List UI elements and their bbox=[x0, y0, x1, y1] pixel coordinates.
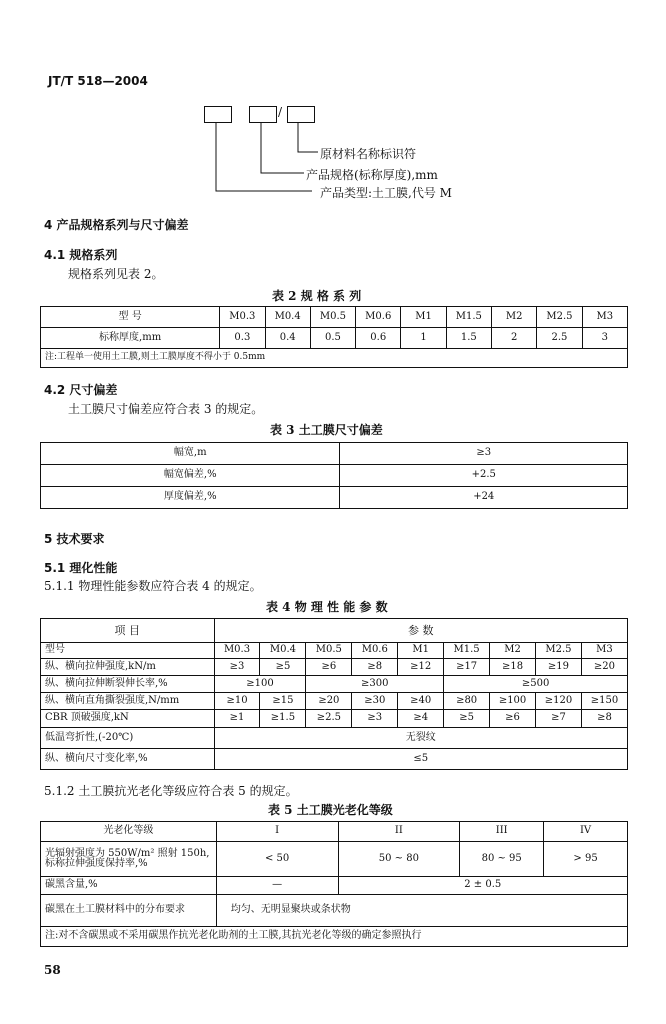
table4-cell: ≥80 bbox=[444, 693, 490, 710]
table4-cell: ≥10 bbox=[214, 693, 260, 710]
table4-row-cbr bbox=[41, 710, 628, 728]
table2-cell: M2 bbox=[492, 307, 537, 328]
table4-label-model: 型号 bbox=[41, 643, 215, 659]
table2-head-thickness: 标称厚度,mm bbox=[41, 328, 220, 349]
table4-cell: ≥500 bbox=[444, 676, 628, 693]
section-4-heading: 4 产品规格系列与尺寸偏差 bbox=[44, 218, 189, 232]
table3-label: 幅宽偏差,% bbox=[41, 465, 340, 487]
table5-grade: I bbox=[216, 822, 338, 842]
table2-cell: 0.6 bbox=[356, 328, 401, 349]
table4-cell: M0.5 bbox=[306, 643, 352, 659]
table3-caption: 表 3 土工膜尺寸偏差 bbox=[270, 423, 383, 437]
standard-code: JT/T 518—2004 bbox=[48, 74, 148, 88]
table4-cell: ≤5 bbox=[214, 749, 627, 770]
section-4-2-text: 土工膜尺寸偏差应符合表 3 的规定。 bbox=[68, 402, 264, 416]
table4-label-elongation: 纵、横向拉伸断裂伸长率,% bbox=[41, 676, 215, 693]
table2-cell: M1 bbox=[401, 307, 446, 328]
table5-note: 注:对不含碳黑或不采用碳黑作抗光老化助剂的土工膜,其抗光老化等级的确定参照执行 bbox=[41, 927, 628, 947]
table5-grade: III bbox=[460, 822, 544, 842]
table5-label-distribution: 碳黑在土工膜材料中的分布要求 bbox=[41, 895, 217, 927]
table2-cell: M0.4 bbox=[265, 307, 310, 328]
table2-cell: 0.5 bbox=[310, 328, 355, 349]
table4-cell: ≥5 bbox=[444, 710, 490, 728]
table4-cell: ≥30 bbox=[352, 693, 398, 710]
table2-row-note bbox=[41, 349, 628, 368]
table4-cell: M1 bbox=[398, 643, 444, 659]
table4-cell: ≥20 bbox=[306, 693, 352, 710]
table2-cell: M0.3 bbox=[220, 307, 265, 328]
table4-cell: ≥3 bbox=[352, 710, 398, 728]
table2-cell: 0.3 bbox=[220, 328, 265, 349]
table4-row-tear bbox=[41, 693, 628, 710]
table5-label-radiation: 光辐射强度为 550W/m² 照射 150h,标称拉伸强度保持率,% bbox=[41, 842, 217, 877]
table4-row-elongation bbox=[41, 676, 628, 693]
table3-label: 幅宽,m bbox=[41, 443, 340, 465]
table2 bbox=[40, 306, 628, 368]
table4-cell: ≥1 bbox=[214, 710, 260, 728]
table4-row-head bbox=[41, 619, 628, 643]
table4-cell: ≥3 bbox=[214, 659, 260, 676]
table3-label: 厚度偏差,% bbox=[41, 487, 340, 509]
table4-label-dimension: 纵、横向尺寸变化率,% bbox=[41, 749, 215, 770]
table4-label-cbr: CBR 顶破强度,kN bbox=[41, 710, 215, 728]
table4-cell: ≥300 bbox=[306, 676, 444, 693]
table4-cell: 无裂纹 bbox=[214, 728, 627, 749]
section-5-1-2-text: 5.1.2 土工膜抗光老化等级应符合表 5 的规定。 bbox=[44, 784, 298, 798]
table5 bbox=[40, 821, 628, 947]
table4-cell: ≥100 bbox=[490, 693, 536, 710]
table3 bbox=[40, 442, 628, 509]
section-5-heading: 5 技术要求 bbox=[44, 532, 105, 546]
table4-cell: ≥120 bbox=[536, 693, 582, 710]
table4-cell: M2 bbox=[490, 643, 536, 659]
table4-cell: ≥2.5 bbox=[306, 710, 352, 728]
table4-cell: M0.3 bbox=[214, 643, 260, 659]
table4-caption: 表 4 物 理 性 能 参 数 bbox=[266, 600, 388, 614]
table5-cell: 均匀、无明显聚块或条状物 bbox=[216, 895, 627, 927]
table5-row-note bbox=[41, 927, 628, 947]
table4-head-item: 项 目 bbox=[41, 619, 215, 643]
table2-cell: 2.5 bbox=[537, 328, 582, 349]
section-4-1-text: 规格系列见表 2。 bbox=[68, 267, 164, 281]
table4-cell: ≥40 bbox=[398, 693, 444, 710]
table2-cell: 3 bbox=[582, 328, 627, 349]
table4 bbox=[40, 618, 628, 770]
table2-cell: M1.5 bbox=[446, 307, 491, 328]
table5-head-label: 光老化等级 bbox=[41, 822, 217, 842]
table4-cell: M2.5 bbox=[536, 643, 582, 659]
table4-head-param: 参 数 bbox=[214, 619, 627, 643]
table4-cell: ≥8 bbox=[352, 659, 398, 676]
table5-cell: 50 ~ 80 bbox=[338, 842, 460, 877]
diagram-label-type: 产品类型:土工膜,代号 M bbox=[320, 186, 452, 200]
table4-cell: ≥1.5 bbox=[260, 710, 306, 728]
table4-cell: ≥6 bbox=[490, 710, 536, 728]
page-number: 58 bbox=[44, 963, 61, 977]
table3-value: ≥3 bbox=[340, 443, 628, 465]
table5-row-carbon bbox=[41, 877, 628, 895]
table4-label-tensile: 纵、横向拉伸强度,kN/m bbox=[41, 659, 215, 676]
table5-row-distribution bbox=[41, 895, 628, 927]
section-5-1-1-text: 5.1.1 物理性能参数应符合表 4 的规定。 bbox=[44, 579, 262, 593]
table5-cell: — bbox=[216, 877, 338, 895]
diagram-label-spec: 产品规格(标称厚度),mm bbox=[306, 168, 438, 182]
table2-cell: 1.5 bbox=[446, 328, 491, 349]
table4-cell: ≥20 bbox=[581, 659, 627, 676]
table3-row bbox=[41, 487, 628, 509]
table5-cell: 2 ± 0.5 bbox=[338, 877, 628, 895]
table5-cell: > 95 bbox=[544, 842, 628, 877]
table4-cell: ≥19 bbox=[536, 659, 582, 676]
table4-cell: ≥5 bbox=[260, 659, 306, 676]
section-5-1-heading: 5.1 理化性能 bbox=[44, 561, 118, 575]
table5-cell: < 50 bbox=[216, 842, 338, 877]
table4-row-tensile bbox=[41, 659, 628, 676]
table2-cell: M0.5 bbox=[310, 307, 355, 328]
table4-cell: ≥17 bbox=[444, 659, 490, 676]
table4-cell: ≥15 bbox=[260, 693, 306, 710]
table5-row-radiation bbox=[41, 842, 628, 877]
table2-caption: 表 2 规 格 系 列 bbox=[272, 289, 362, 303]
table4-row-dimension bbox=[41, 749, 628, 770]
table5-row-head bbox=[41, 822, 628, 842]
table5-cell: 80 ~ 95 bbox=[460, 842, 544, 877]
table4-cell: ≥18 bbox=[490, 659, 536, 676]
table4-cell: ≥6 bbox=[306, 659, 352, 676]
table4-cell: ≥100 bbox=[214, 676, 306, 693]
table4-row-models bbox=[41, 643, 628, 659]
code-slash: / bbox=[278, 105, 283, 119]
table2-note: 注:工程单一使用土工膜,则土工膜厚度不得小于 0.5mm bbox=[41, 349, 628, 368]
table4-cell: ≥150 bbox=[581, 693, 627, 710]
table5-caption: 表 5 土工膜光老化等级 bbox=[268, 803, 393, 817]
table2-cell: 2 bbox=[492, 328, 537, 349]
section-4-1-heading: 4.1 规格系列 bbox=[44, 248, 118, 262]
table2-cell: 0.4 bbox=[265, 328, 310, 349]
table4-cell: M0.6 bbox=[352, 643, 398, 659]
section-4-2-heading: 4.2 尺寸偏差 bbox=[44, 383, 118, 397]
table2-cell: 1 bbox=[401, 328, 446, 349]
table5-grade: IV bbox=[544, 822, 628, 842]
table2-cell: M2.5 bbox=[537, 307, 582, 328]
table4-row-cold bbox=[41, 728, 628, 749]
table4-cell: ≥4 bbox=[398, 710, 444, 728]
table2-row-models bbox=[41, 307, 628, 328]
table5-grade: II bbox=[338, 822, 460, 842]
diagram-label-material: 原材料名称标识符 bbox=[320, 147, 417, 161]
table4-cell: ≥12 bbox=[398, 659, 444, 676]
table4-cell: M3 bbox=[581, 643, 627, 659]
table3-value: +24 bbox=[340, 487, 628, 509]
table4-cell: ≥8 bbox=[581, 710, 627, 728]
table2-cell: M3 bbox=[582, 307, 627, 328]
table4-cell: M1.5 bbox=[444, 643, 490, 659]
table5-label-carbon: 碳黑含量,% bbox=[41, 877, 217, 895]
table3-row bbox=[41, 465, 628, 487]
table2-row-thickness bbox=[41, 328, 628, 349]
table4-cell: ≥7 bbox=[536, 710, 582, 728]
table4-label-cold: 低温弯折性,(-20℃) bbox=[41, 728, 215, 749]
table3-value: +2.5 bbox=[340, 465, 628, 487]
table2-cell: M0.6 bbox=[356, 307, 401, 328]
table4-cell: M0.4 bbox=[260, 643, 306, 659]
table4-label-tear: 纵、横向直角撕裂强度,N/mm bbox=[41, 693, 215, 710]
table2-head-model: 型 号 bbox=[41, 307, 220, 328]
table3-row bbox=[41, 443, 628, 465]
